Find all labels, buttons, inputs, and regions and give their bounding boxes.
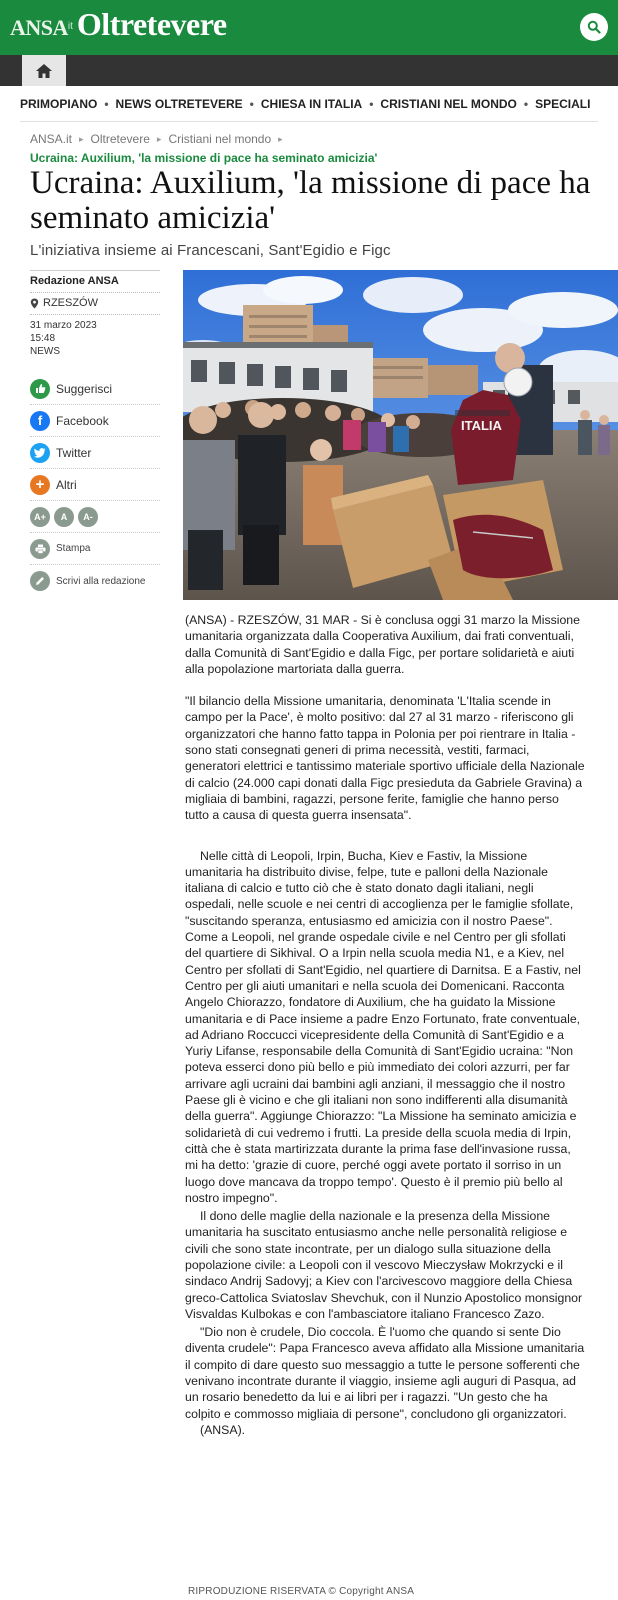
nav-separator: •	[104, 97, 109, 111]
article-kicker: Ucraina: Auxilium, 'la missione di pace ha seminato amicizia'	[30, 151, 378, 165]
breadcrumb-cristiani[interactable]: Cristiani nel mondo	[168, 132, 272, 146]
sub-header-bar	[0, 55, 618, 86]
search-icon	[587, 20, 601, 34]
suggest-label: Suggerisci	[56, 381, 113, 396]
location-text: RZESZÓW	[43, 297, 98, 309]
article-paragraph: Il dono delle maglie della nazionale e la presenza della Missione umanitaria ha suscitato entusiasmo anche nelle personalità religiose e civili che sono state incontrate, per un dialogo sulla situazione della popolazione civile: a Leopoli con il vescovo Mieczysław Mokrzycki e il sindaco Andrij Sadovyj; a Kiev con l'arcivescovo maggiore della Chiesa greco-Cattolica Sviatoslav Shevchuk, con il Nunzio Apostolico monsignor Visvaldas Kulbokas e con l'ambasciatore italiano Francesco Zazo.	[185, 1209, 583, 1321]
main-nav	[20, 95, 590, 113]
article-paragraph: (ANSA) - RZESZÓW, 31 MAR - Si è conclusa oggi 31 marzo la Missione umanitaria organizzata dalla Cooperativa Auxilium, dai frati conventuali, dalla Comunità di Sant'Egidio e dalla Figc, per portare solidarietà e aiuti alla popolazione martoriata dalla guerra.	[185, 613, 580, 676]
print-label: Stampa	[56, 543, 91, 554]
facebook-label: Facebook	[56, 413, 109, 428]
font-decrease-button[interactable]: A-	[78, 507, 98, 527]
article-paragraph: (ANSA).	[200, 1422, 246, 1437]
more-share-button[interactable]	[30, 469, 160, 501]
author: Redazione ANSA	[30, 270, 160, 292]
spacer	[185, 824, 585, 848]
spacer	[185, 677, 585, 693]
search-button[interactable]	[580, 13, 608, 41]
facebook-button[interactable]	[30, 405, 160, 437]
page-title: Ucraina: Auxilium, 'la missione di pace ha seminato amicizia'	[30, 165, 591, 236]
brand-name: ANSA	[10, 15, 68, 40]
brand-suffix: it	[67, 21, 73, 32]
breadcrumb-separator: ▸	[156, 133, 162, 144]
nav-separator: •	[523, 97, 529, 111]
nav-item-chiesa-in-italia[interactable]: CHIESA IN ITALIA	[260, 97, 363, 111]
article-paragraph: Nelle città di Leopoli, Irpin, Bucha, Kiev e Fastiv, la Missione umanitaria ha distribuito divise, felpe, tute e palloni della Nazionale italiana di calcio e tutto ciò che è stato donato dagli italiani, negli ospedali, nelle scuole e nei centri di accoglienza per le famiglie sfollate, "suscitando speranza, entusiasmo ed amicizia con il nostro Paese". Come a Leopoli, nel grande ospedale civile e nel Centro per gli sfollati del quartiere di Sikhival. O a Irpin nella scuola media N1, e a Kiev, nel Centro per sfollati di Sant'Egidio, nel quartiere di Darnitsa. E a Fastiv, nel Centro per gli aiuti umanitari e nella scuola dei Domenicani. Racconta Angelo Chiorazzo, fondatore di Auxilium, che ha guidato la Missione umanitaria e di Pace insieme a padre Enzo Fortunato, frate conventuale, ad Adriano Roccucci vicepresidente della Comunità di Sant'Egidio e a Yuriy Lifanse, responsabile della Comunità di Sant'Egidio ucraina: "Non poteva esserci dono più bello e più immediato dei colori azzurri, per far arrivare agli ucraini dai bambini agli anziani, il messaggio che il nostro Paese gli è vicino e che gli italiani non sono indifferenti alla disumanità della guerra". Aggiunge Chiorazzo: "La Missione ha seminato amicizia e solidarietà di cui vedremo i frutti. La preside della scuola media di Irpin, città che è stata martirizzata durante la prima fase dell'invasione russa, mi ha detto: 'grazie di cuore, perché oggi avete portato il sorriso in un luogo dove mancava da troppo tempo'. Questo è il premio più bello al nostro impegno".	[185, 848, 581, 1205]
more-share-label: Altri	[56, 477, 77, 492]
breadcrumb-separator: ▸	[278, 133, 283, 144]
location-pin-icon	[30, 298, 39, 309]
write-editorial-button[interactable]	[30, 565, 160, 597]
home-icon	[35, 63, 53, 79]
article-photo[interactable]	[183, 270, 618, 600]
twitter-button[interactable]	[30, 437, 160, 469]
breadcrumb-oltretevere[interactable]: Oltretevere	[90, 132, 150, 146]
home-button[interactable]	[22, 55, 66, 86]
nav-item-news-oltretevere[interactable]: NEWS OLTRETEVERE	[115, 97, 243, 111]
font-increase-button[interactable]: A+	[30, 507, 50, 527]
breadcrumb	[30, 132, 290, 146]
site-header	[0, 0, 618, 55]
pencil-icon	[30, 571, 50, 591]
nav-separator: •	[249, 97, 254, 111]
write-editorial-label: Scrivi alla redazione	[56, 575, 146, 587]
twitter-label: Twitter	[56, 445, 92, 460]
nav-item-speciali[interactable]: SPECIALI	[535, 97, 591, 111]
nav-item-cristiani-nel-mondo[interactable]: CRISTIANI NEL MONDO	[380, 97, 517, 111]
breadcrumb-separator: ▸	[79, 133, 84, 144]
copyright-notice: RIPRODUZIONE RISERVATA © Copyright ANSA	[188, 1586, 415, 1597]
nav-separator: •	[369, 97, 374, 111]
article-paragraph: "Dio non è crudele, Dio coccola. È l'uomo che quando si sente Dio diventa crudele": Papa Francesco aveva affidato alla Missione umanitaria il compito di dare questo suo messaggio a tutte le persone sofferenti che venivano incontrate durante il viaggio, insieme agli auguri di Pasqua, ad un rosario benedetto da lui e ai libri per i ragazzi. "Un gesto che ha colpito e commosso migliaia di persone", concludono gli organizzatori.	[185, 1325, 585, 1421]
article-body	[185, 612, 585, 1438]
nav-item-primopiano[interactable]: PRIMOPIANO	[20, 97, 98, 111]
font-reset-button[interactable]: A	[54, 507, 74, 527]
article-photo-image	[183, 270, 618, 600]
printer-icon	[30, 539, 50, 559]
thumb-up-icon	[30, 379, 50, 399]
article-meta	[30, 270, 160, 358]
twitter-icon	[30, 443, 50, 463]
font-size-controls	[30, 501, 160, 533]
publish-time: 15:48	[30, 333, 56, 344]
publish-date: 31 marzo 2023	[30, 320, 97, 331]
plus-icon: +	[30, 475, 50, 495]
section-title: Oltretevere	[76, 6, 227, 42]
location	[30, 293, 160, 314]
nav-divider	[20, 121, 598, 122]
share-tools	[30, 373, 160, 597]
site-logo[interactable]	[10, 6, 227, 43]
breadcrumb-ansa[interactable]: ANSA.it	[30, 132, 73, 146]
facebook-icon: f	[30, 411, 50, 431]
article-subtitle: L'iniziativa insieme ai Francescani, Sant'Egidio e Figc	[30, 242, 391, 259]
suggest-button[interactable]	[30, 373, 160, 405]
print-button[interactable]	[30, 533, 160, 565]
article-paragraph: "Il bilancio della Missione umanitaria, denominata 'L'Italia scende in campo per la Pace', è molto positivo: dal 27 al 31 marzo - riferiscono gli organizzatori che hanno fatto tappa in Polonia per poi rientrare in Italia - sono stati consegnati generi di prima necessità, vestiti, farmaci, generatori elettrici e tantissimo materiale sportivo ufficiale della Nazionale di calcio (24.000 capi donati dalla Figc presieduta da Gabriele Gravina) a migliaia di bambini, ragazzi, persone ferite, famiglie che hanno perso tutto a causa di questa guerra insensata".	[185, 694, 585, 823]
jersey-text: ITALIA	[461, 418, 502, 433]
publish-info	[30, 315, 160, 358]
category-label: NEWS	[30, 346, 60, 357]
